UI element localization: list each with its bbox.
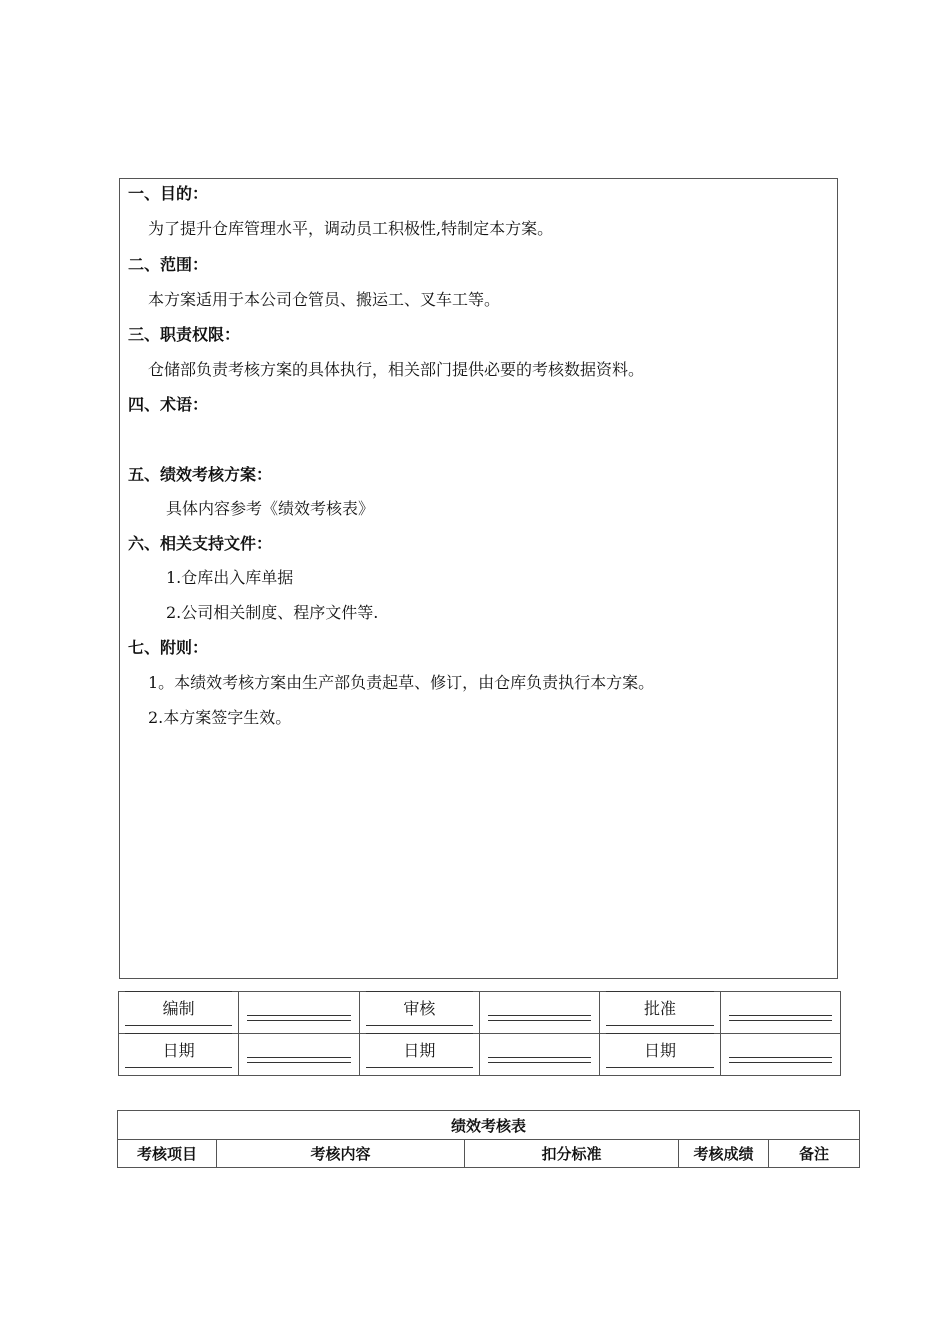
signoff-row-approval [119,992,841,1034]
kpi-table-title-row [118,1111,860,1140]
approved-date-field[interactable] [720,1034,840,1076]
reviewed-date-label: 日期 [366,1039,473,1068]
prepared-by-label: 编制 [125,997,232,1026]
signoff-row-date [119,1034,841,1076]
signature-line [488,1020,591,1021]
scope-text: 本方案适用于本公司仓管员、搬运工、叉车工等。 [148,290,501,309]
signoff-label-cell [119,992,239,1034]
signature-line [729,1062,832,1063]
reviewed-by-field[interactable] [479,992,599,1034]
section-heading-scope: 二、范围： [128,255,209,274]
reviewed-by-label: 审核 [366,997,473,1026]
section-heading-responsibility: 三、职责权限： [128,325,241,344]
signoff-table [118,991,841,1076]
support-doc-item: 1.仓库出入库单据 [166,568,294,587]
approved-by-field[interactable] [720,992,840,1034]
section-heading-purpose: 一、目的： [128,184,209,203]
signoff-label-cell [359,992,479,1034]
support-doc-item: 2.公司相关制度、程序文件等. [166,603,379,622]
plan-content-box [119,178,838,979]
prepared-by-field[interactable] [239,992,359,1034]
header-assessment-content: 考核内容 [217,1140,465,1168]
signoff-label-cell [119,1034,239,1076]
signature-line [247,1062,350,1063]
signature-line [729,1020,832,1021]
reviewed-date-field[interactable] [479,1034,599,1076]
kpi-plan-text: 具体内容参考《绩效考核表》 [166,499,375,518]
signoff-label-cell [600,992,720,1034]
responsibility-text: 仓储部负责考核方案的具体执行，相关部门提供必要的考核数据资料。 [148,360,645,379]
signoff-label-cell [359,1034,479,1076]
header-remarks: 备注 [769,1140,860,1168]
section-heading-kpi-plan: 五、绩效考核方案： [128,465,273,484]
signature-line [247,1020,350,1021]
section-heading-support-docs: 六、相关支持文件： [128,534,273,553]
purpose-text: 为了提升仓库管理水平，调动员工积极性,特制定本方案。 [148,219,554,238]
approved-date-label: 日期 [606,1039,713,1068]
prepared-date-label: 日期 [125,1039,232,1068]
signoff-label-cell [600,1034,720,1076]
kpi-table [117,1110,860,1168]
kpi-table-header-row [118,1140,860,1168]
prepared-date-field[interactable] [239,1034,359,1076]
signature-line [488,1062,591,1063]
header-assessment-item: 考核项目 [118,1140,217,1168]
header-assessment-score: 考核成绩 [679,1140,769,1168]
appendix-item: 2.本方案签字生效。 [148,708,292,727]
section-heading-terms: 四、术语： [128,395,209,414]
section-heading-appendix: 七、附则： [128,638,209,657]
kpi-table-title: 绩效考核表 [118,1111,860,1140]
appendix-item: 1。本绩效考核方案由生产部负责起草、修订，由仓库负责执行本方案。 [148,673,655,692]
approved-by-label: 批准 [606,997,713,1026]
header-deduction-standard: 扣分标准 [465,1140,679,1168]
